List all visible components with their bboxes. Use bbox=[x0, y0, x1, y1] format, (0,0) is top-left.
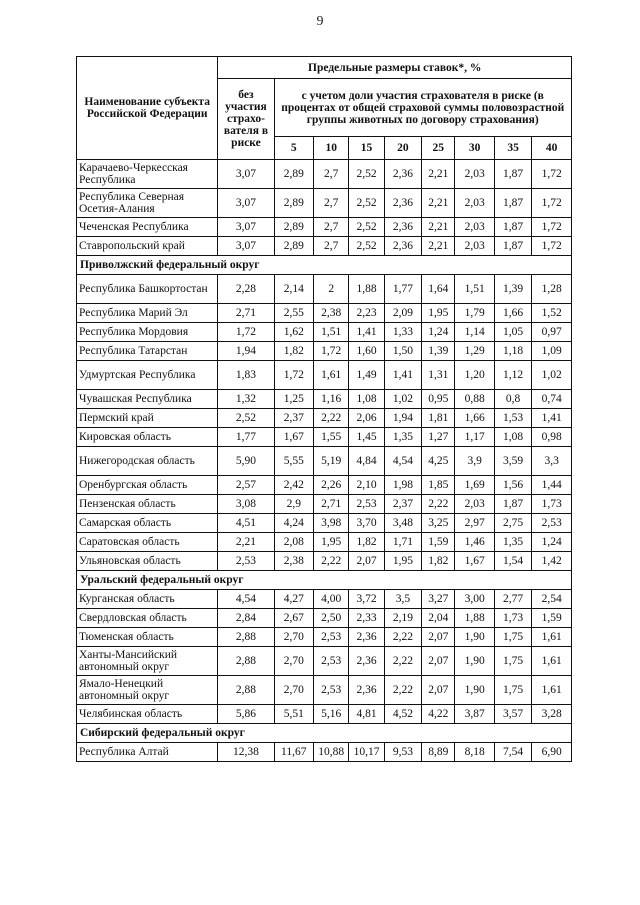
rate-cell: 1,60 bbox=[349, 342, 384, 361]
rate-cell: 5,51 bbox=[274, 705, 314, 724]
table-row bbox=[77, 447, 572, 476]
rate-cell: 2,89 bbox=[274, 189, 314, 218]
rate-cell: 3,07 bbox=[218, 160, 274, 189]
rate-cell: 1,24 bbox=[422, 323, 455, 342]
rate-cell: 2,7 bbox=[314, 189, 349, 218]
table-row bbox=[77, 275, 572, 304]
rate-cell: 2,52 bbox=[349, 189, 384, 218]
rate-cell: 1,17 bbox=[455, 428, 495, 447]
rate-cell: 2,28 bbox=[218, 275, 274, 304]
section-title: Приволжский федеральный округ bbox=[77, 256, 572, 275]
rate-cell: 0,8 bbox=[494, 390, 531, 409]
rate-cell: 1,39 bbox=[494, 275, 531, 304]
table-row bbox=[77, 160, 572, 189]
rate-cell: 1,69 bbox=[455, 476, 495, 495]
percentage-header-cell: 30 bbox=[455, 137, 495, 160]
rate-cell: 2,36 bbox=[349, 628, 384, 647]
rate-cell: 2,21 bbox=[422, 218, 455, 237]
rate-cell: 2,71 bbox=[218, 304, 274, 323]
rate-cell: 1,35 bbox=[494, 533, 531, 552]
rate-cell: 1,73 bbox=[494, 609, 531, 628]
rate-cell: 1,09 bbox=[532, 342, 572, 361]
rate-cell: 2,89 bbox=[274, 237, 314, 256]
rate-cell: 1,79 bbox=[455, 304, 495, 323]
table-row bbox=[77, 514, 572, 533]
rate-cell: 2,03 bbox=[455, 237, 495, 256]
rate-cell: 1,31 bbox=[422, 361, 455, 390]
rate-cell: 3,48 bbox=[384, 514, 421, 533]
rate-cell: 1,77 bbox=[218, 428, 274, 447]
rate-cell: 1,25 bbox=[274, 390, 314, 409]
region-name-cell: Саратовская область bbox=[77, 533, 218, 552]
rate-cell: 2,22 bbox=[422, 495, 455, 514]
rate-cell: 3,08 bbox=[218, 495, 274, 514]
rate-cell: 2,89 bbox=[274, 160, 314, 189]
section-row bbox=[77, 256, 572, 275]
rate-cell: 1,53 bbox=[494, 409, 531, 428]
table-row bbox=[77, 390, 572, 409]
rate-cell: 2,70 bbox=[274, 647, 314, 676]
rate-cell: 2,07 bbox=[422, 676, 455, 705]
rate-cell: 1,67 bbox=[455, 552, 495, 571]
rate-cell: 1,87 bbox=[494, 237, 531, 256]
region-name-cell: Оренбургская область bbox=[77, 476, 218, 495]
rate-cell: 1,75 bbox=[494, 676, 531, 705]
rate-cell: 8,18 bbox=[455, 743, 495, 762]
rate-cell: 4,22 bbox=[422, 705, 455, 724]
table-row bbox=[77, 409, 572, 428]
rate-cell: 1,24 bbox=[532, 533, 572, 552]
rate-cell: 2,97 bbox=[455, 514, 495, 533]
rate-cell: 2,89 bbox=[274, 218, 314, 237]
rate-cell: 2,21 bbox=[218, 533, 274, 552]
region-name-cell: Республика Башкортостан bbox=[77, 275, 218, 304]
rate-cell: 2,54 bbox=[532, 590, 572, 609]
rate-cell: 5,16 bbox=[314, 705, 349, 724]
rate-cell: 1,29 bbox=[455, 342, 495, 361]
rate-cell: 1,62 bbox=[274, 323, 314, 342]
rate-cell: 2,88 bbox=[218, 647, 274, 676]
rate-cell: 2,21 bbox=[422, 237, 455, 256]
region-name-cell: Ставропольский край bbox=[77, 237, 218, 256]
rate-cell: 2,09 bbox=[384, 304, 421, 323]
rate-cell: 1,02 bbox=[532, 361, 572, 390]
rate-cell: 2,67 bbox=[274, 609, 314, 628]
rate-cell: 1,81 bbox=[422, 409, 455, 428]
rate-cell: 1,45 bbox=[349, 428, 384, 447]
rate-cell: 7,54 bbox=[494, 743, 531, 762]
rate-cell: 1,87 bbox=[494, 189, 531, 218]
rate-cell: 1,95 bbox=[422, 304, 455, 323]
with-participation-header: с учетом доли участия страхователя в риске (в процентах от общей страховой суммы половозрастной группы животных по договору страхования) bbox=[274, 79, 571, 137]
rate-cell: 1,05 bbox=[494, 323, 531, 342]
rate-cell: 1,87 bbox=[494, 495, 531, 514]
rate-cell: 2,03 bbox=[455, 495, 495, 514]
rate-cell: 2,42 bbox=[274, 476, 314, 495]
rate-cell: 1,49 bbox=[349, 361, 384, 390]
rate-cell: 1,82 bbox=[422, 552, 455, 571]
table-row bbox=[77, 342, 572, 361]
table-row bbox=[77, 237, 572, 256]
rate-cell: 1,42 bbox=[532, 552, 572, 571]
rate-cell: 1,14 bbox=[455, 323, 495, 342]
rate-cell: 1,94 bbox=[218, 342, 274, 361]
rate-cell: 1,64 bbox=[422, 275, 455, 304]
percentage-header-cell: 10 bbox=[314, 137, 349, 160]
rate-cell: 3,57 bbox=[494, 705, 531, 724]
rate-cell: 5,55 bbox=[274, 447, 314, 476]
region-name-cell: Республика Северная Осетия-Алания bbox=[77, 189, 218, 218]
rate-cell: 1,90 bbox=[455, 676, 495, 705]
rate-cell: 0,95 bbox=[422, 390, 455, 409]
table-row bbox=[77, 743, 572, 762]
rate-cell: 2,36 bbox=[349, 676, 384, 705]
rate-cell: 1,72 bbox=[532, 237, 572, 256]
table-row bbox=[77, 189, 572, 218]
table-row bbox=[77, 323, 572, 342]
rate-cell: 4,51 bbox=[218, 514, 274, 533]
rate-cell: 0,97 bbox=[532, 323, 572, 342]
region-name-cell: Свердловская область bbox=[77, 609, 218, 628]
region-name-cell: Пензенская область bbox=[77, 495, 218, 514]
rate-cell: 1,88 bbox=[349, 275, 384, 304]
rate-cell: 1,20 bbox=[455, 361, 495, 390]
rate-cell: 1,51 bbox=[314, 323, 349, 342]
rate-cell: 1,56 bbox=[494, 476, 531, 495]
insurance-rates-table bbox=[76, 56, 572, 762]
rate-cell: 2,14 bbox=[274, 275, 314, 304]
rate-cell: 1,72 bbox=[218, 323, 274, 342]
rate-cell: 1,94 bbox=[384, 409, 421, 428]
rate-cell: 3,25 bbox=[422, 514, 455, 533]
rate-cell: 1,66 bbox=[494, 304, 531, 323]
rate-cell: 2,03 bbox=[455, 189, 495, 218]
rate-cell: 1,67 bbox=[274, 428, 314, 447]
rate-cell: 2,22 bbox=[384, 676, 421, 705]
rate-cell: 2,36 bbox=[384, 218, 421, 237]
rate-cell: 2,03 bbox=[455, 218, 495, 237]
rate-cell: 3,3 bbox=[532, 447, 572, 476]
rate-cell: 1,98 bbox=[384, 476, 421, 495]
rate-cell: 2,38 bbox=[314, 304, 349, 323]
rate-cell: 4,54 bbox=[218, 590, 274, 609]
region-column-header: Наименование субъекта Российской Федерации bbox=[77, 57, 218, 160]
rate-cell: 2,04 bbox=[422, 609, 455, 628]
rate-cell: 1,35 bbox=[384, 428, 421, 447]
table-row bbox=[77, 476, 572, 495]
rate-cell: 2,38 bbox=[274, 552, 314, 571]
rate-cell: 1,51 bbox=[455, 275, 495, 304]
rate-cell: 10,17 bbox=[349, 743, 384, 762]
region-name-cell: Карачаево-Черкесская Республика bbox=[77, 160, 218, 189]
rate-cell: 0,88 bbox=[455, 390, 495, 409]
rate-cell: 2,88 bbox=[218, 676, 274, 705]
rate-cell: 3,5 bbox=[384, 590, 421, 609]
rate-cell: 1,41 bbox=[384, 361, 421, 390]
rate-cell: 2,22 bbox=[384, 647, 421, 676]
rate-cell: 2,21 bbox=[422, 189, 455, 218]
region-name-cell: Ульяновская область bbox=[77, 552, 218, 571]
rate-cell: 1,32 bbox=[218, 390, 274, 409]
rate-cell: 9,53 bbox=[384, 743, 421, 762]
rate-cell: 11,67 bbox=[274, 743, 314, 762]
region-name-cell: Республика Мордовия bbox=[77, 323, 218, 342]
rate-cell: 10,88 bbox=[314, 743, 349, 762]
rate-cell: 1,82 bbox=[274, 342, 314, 361]
rate-cell: 1,61 bbox=[532, 628, 572, 647]
region-name-cell: Ханты-Мансийский автономный округ bbox=[77, 647, 218, 676]
rate-cell: 2,53 bbox=[218, 552, 274, 571]
rate-cell: 1,18 bbox=[494, 342, 531, 361]
rate-cell: 2,71 bbox=[314, 495, 349, 514]
rate-cell: 2,36 bbox=[384, 189, 421, 218]
region-name-cell: Республика Алтай bbox=[77, 743, 218, 762]
rate-cell: 1,90 bbox=[455, 628, 495, 647]
rate-cell: 3,00 bbox=[455, 590, 495, 609]
rate-cell: 2,07 bbox=[422, 647, 455, 676]
table-row bbox=[77, 218, 572, 237]
rate-cell: 1,33 bbox=[384, 323, 421, 342]
rate-cell: 2,06 bbox=[349, 409, 384, 428]
rate-cell: 2,36 bbox=[384, 237, 421, 256]
rate-cell: 4,24 bbox=[274, 514, 314, 533]
table-body bbox=[77, 160, 572, 762]
rates-group-header: Предельные размеры ставок*, % bbox=[218, 57, 572, 79]
table-row bbox=[77, 590, 572, 609]
rate-cell: 2,52 bbox=[349, 160, 384, 189]
rate-cell: 1,72 bbox=[532, 218, 572, 237]
table-row bbox=[77, 628, 572, 647]
rate-cell: 1,61 bbox=[314, 361, 349, 390]
page-number: 9 bbox=[316, 14, 324, 29]
rate-cell: 1,12 bbox=[494, 361, 531, 390]
rate-cell: 2,36 bbox=[349, 647, 384, 676]
rate-cell: 0,74 bbox=[532, 390, 572, 409]
rate-cell: 1,71 bbox=[384, 533, 421, 552]
region-name-cell: Чеченская Республика bbox=[77, 218, 218, 237]
rate-cell: 2,7 bbox=[314, 218, 349, 237]
rate-cell: 1,16 bbox=[314, 390, 349, 409]
rate-cell: 1,83 bbox=[218, 361, 274, 390]
rate-cell: 2,53 bbox=[314, 628, 349, 647]
rate-cell: 4,54 bbox=[384, 447, 421, 476]
rate-cell: 2,53 bbox=[532, 514, 572, 533]
rate-cell: 2,37 bbox=[384, 495, 421, 514]
rate-cell: 1,87 bbox=[494, 160, 531, 189]
section-title: Уральский федеральный округ bbox=[77, 571, 572, 590]
rate-cell: 2,07 bbox=[349, 552, 384, 571]
table-row bbox=[77, 609, 572, 628]
percentage-header-cell: 20 bbox=[384, 137, 421, 160]
rate-cell: 5,19 bbox=[314, 447, 349, 476]
rate-cell: 1,95 bbox=[384, 552, 421, 571]
rate-cell: 1,59 bbox=[532, 609, 572, 628]
rate-cell: 1,08 bbox=[349, 390, 384, 409]
rate-cell: 4,27 bbox=[274, 590, 314, 609]
rate-cell: 1,72 bbox=[274, 361, 314, 390]
rate-cell: 1,72 bbox=[532, 189, 572, 218]
table-row bbox=[77, 533, 572, 552]
percentage-header-cell: 40 bbox=[532, 137, 572, 160]
rate-cell: 2,03 bbox=[455, 160, 495, 189]
rate-cell: 1,44 bbox=[532, 476, 572, 495]
rate-cell: 3,98 bbox=[314, 514, 349, 533]
rate-cell: 2,52 bbox=[349, 218, 384, 237]
rate-cell: 2,08 bbox=[274, 533, 314, 552]
region-name-cell: Самарская область bbox=[77, 514, 218, 533]
rate-cell: 2,50 bbox=[314, 609, 349, 628]
rate-cell: 4,84 bbox=[349, 447, 384, 476]
percentage-header-cell: 5 bbox=[274, 137, 314, 160]
rate-cell: 2,57 bbox=[218, 476, 274, 495]
rate-cell: 2,55 bbox=[274, 304, 314, 323]
percentage-header-cell: 35 bbox=[494, 137, 531, 160]
rate-cell: 1,66 bbox=[455, 409, 495, 428]
rate-cell: 2,70 bbox=[274, 628, 314, 647]
rate-cell: 1,85 bbox=[422, 476, 455, 495]
rate-cell: 3,07 bbox=[218, 237, 274, 256]
rate-cell: 1,41 bbox=[349, 323, 384, 342]
region-name-cell: Нижегородская область bbox=[77, 447, 218, 476]
percentage-header-cell: 25 bbox=[422, 137, 455, 160]
rate-cell: 3,07 bbox=[218, 189, 274, 218]
rate-cell: 3,07 bbox=[218, 218, 274, 237]
rate-cell: 3,28 bbox=[532, 705, 572, 724]
rate-cell: 2,21 bbox=[422, 160, 455, 189]
rate-cell: 4,25 bbox=[422, 447, 455, 476]
rate-cell: 2,9 bbox=[274, 495, 314, 514]
rate-cell: 1,73 bbox=[532, 495, 572, 514]
rate-cell: 4,00 bbox=[314, 590, 349, 609]
rate-cell: 2,26 bbox=[314, 476, 349, 495]
rate-cell: 3,9 bbox=[455, 447, 495, 476]
rate-cell: 5,90 bbox=[218, 447, 274, 476]
rate-cell: 1,27 bbox=[422, 428, 455, 447]
section-row bbox=[77, 571, 572, 590]
rate-cell: 1,52 bbox=[532, 304, 572, 323]
rate-cell: 1,50 bbox=[384, 342, 421, 361]
region-name-cell: Курганская область bbox=[77, 590, 218, 609]
rate-cell: 2,10 bbox=[349, 476, 384, 495]
no-participation-header: без участия страхо-вателя в риске bbox=[218, 79, 274, 160]
rate-cell: 2,70 bbox=[274, 676, 314, 705]
rate-cell: 8,89 bbox=[422, 743, 455, 762]
rate-cell: 5,86 bbox=[218, 705, 274, 724]
rate-cell: 2,37 bbox=[274, 409, 314, 428]
region-name-cell: Удмуртская Республика bbox=[77, 361, 218, 390]
rate-cell: 2,22 bbox=[384, 628, 421, 647]
rate-cell: 2,52 bbox=[218, 409, 274, 428]
rate-cell: 4,52 bbox=[384, 705, 421, 724]
rate-cell: 2,07 bbox=[422, 628, 455, 647]
rate-cell: 2,53 bbox=[314, 647, 349, 676]
table-row bbox=[77, 705, 572, 724]
rate-cell: 1,72 bbox=[532, 160, 572, 189]
rate-cell: 2,19 bbox=[384, 609, 421, 628]
rate-cell: 1,88 bbox=[455, 609, 495, 628]
rate-cell: 1,75 bbox=[494, 628, 531, 647]
rate-cell: 1,59 bbox=[422, 533, 455, 552]
rate-cell: 2,22 bbox=[314, 552, 349, 571]
rate-cell: 2,7 bbox=[314, 237, 349, 256]
rate-cell: 1,41 bbox=[532, 409, 572, 428]
rate-cell: 2,77 bbox=[494, 590, 531, 609]
table-row bbox=[77, 304, 572, 323]
table-row bbox=[77, 552, 572, 571]
rate-cell: 2,53 bbox=[314, 676, 349, 705]
rate-cell: 4,81 bbox=[349, 705, 384, 724]
rate-cell: 1,95 bbox=[314, 533, 349, 552]
table-row bbox=[77, 428, 572, 447]
rate-cell: 6,90 bbox=[532, 743, 572, 762]
rate-cell: 1,61 bbox=[532, 647, 572, 676]
rate-cell: 1,75 bbox=[494, 647, 531, 676]
rate-cell: 2,22 bbox=[314, 409, 349, 428]
rate-cell: 1,54 bbox=[494, 552, 531, 571]
rate-cell: 1,87 bbox=[494, 218, 531, 237]
rate-cell: 3,59 bbox=[494, 447, 531, 476]
table-row bbox=[77, 361, 572, 390]
rate-cell: 1,90 bbox=[455, 647, 495, 676]
table-row bbox=[77, 647, 572, 676]
rate-cell: 2 bbox=[314, 275, 349, 304]
table-row bbox=[77, 495, 572, 514]
rate-cell: 1,02 bbox=[384, 390, 421, 409]
rate-cell: 1,55 bbox=[314, 428, 349, 447]
rate-cell: 0,98 bbox=[532, 428, 572, 447]
rate-cell: 1,08 bbox=[494, 428, 531, 447]
rate-cell: 2,52 bbox=[349, 237, 384, 256]
rate-cell: 3,72 bbox=[349, 590, 384, 609]
rate-cell: 2,36 bbox=[384, 160, 421, 189]
rate-cell: 2,53 bbox=[349, 495, 384, 514]
region-name-cell: Кировская область bbox=[77, 428, 218, 447]
rate-cell: 2,33 bbox=[349, 609, 384, 628]
region-name-cell: Челябинская область bbox=[77, 705, 218, 724]
rate-cell: 1,77 bbox=[384, 275, 421, 304]
rate-cell: 1,82 bbox=[349, 533, 384, 552]
section-title: Сибирский федеральный округ bbox=[77, 724, 572, 743]
rate-cell: 3,27 bbox=[422, 590, 455, 609]
percentage-header-cell: 15 bbox=[349, 137, 384, 160]
rate-cell: 1,61 bbox=[532, 676, 572, 705]
rate-cell: 1,39 bbox=[422, 342, 455, 361]
table-row bbox=[77, 676, 572, 705]
rate-cell: 1,28 bbox=[532, 275, 572, 304]
rate-cell: 2,75 bbox=[494, 514, 531, 533]
rate-cell: 2,84 bbox=[218, 609, 274, 628]
rate-cell: 12,38 bbox=[218, 743, 274, 762]
rate-cell: 3,70 bbox=[349, 514, 384, 533]
rate-cell: 3,87 bbox=[455, 705, 495, 724]
rate-cell: 2,23 bbox=[349, 304, 384, 323]
region-name-cell: Пермский край bbox=[77, 409, 218, 428]
region-name-cell: Республика Татарстан bbox=[77, 342, 218, 361]
region-name-cell: Республика Марий Эл bbox=[77, 304, 218, 323]
rate-cell: 1,72 bbox=[314, 342, 349, 361]
rate-cell: 2,88 bbox=[218, 628, 274, 647]
rate-cell: 1,46 bbox=[455, 533, 495, 552]
region-name-cell: Ямало-Ненецкий автономный округ bbox=[77, 676, 218, 705]
section-row bbox=[77, 724, 572, 743]
region-name-cell: Тюменская область bbox=[77, 628, 218, 647]
rate-cell: 2,7 bbox=[314, 160, 349, 189]
region-name-cell: Чувашская Республика bbox=[77, 390, 218, 409]
